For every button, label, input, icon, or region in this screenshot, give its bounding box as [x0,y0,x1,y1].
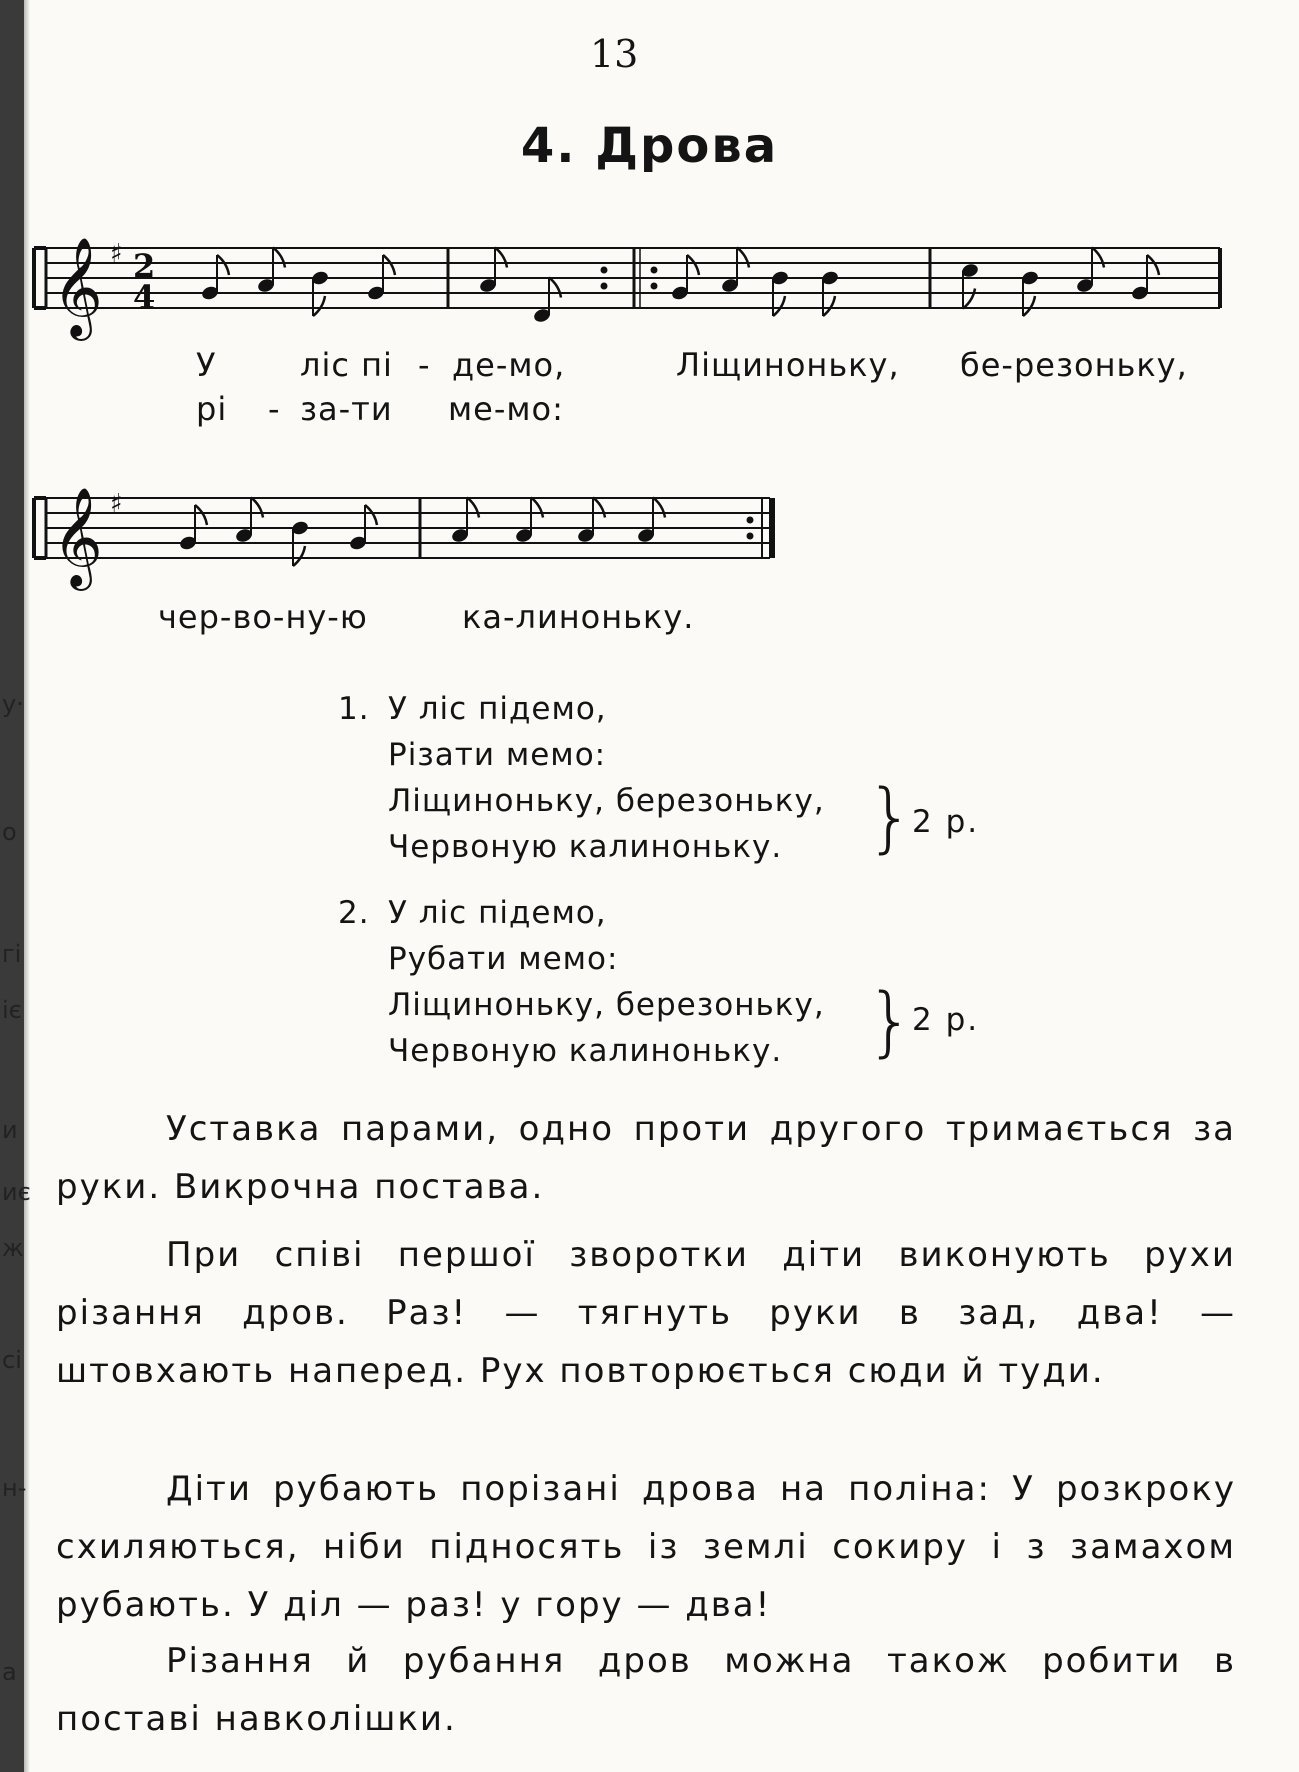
verse-line: Ліщиноньку, березоньку, [388,783,825,819]
lyric-syllable: де-мо, [452,346,566,384]
note-flag [823,296,835,316]
song-title: 4. Дрова [520,118,779,174]
music-staff-2 [30,470,790,590]
note-flag [963,289,975,309]
verse-number: 1. [338,691,370,727]
verse-line: Різати мемо: [388,737,607,773]
book-gutter [0,0,27,1772]
lyric-syllable: ліс пі [300,346,393,384]
instruction-paragraph [56,1226,1236,1400]
lyric-syllable: У [196,346,217,384]
time-signature-top: 2 [133,247,156,285]
staff-2-notes [178,498,665,567]
margin-fragment: н- [2,1474,27,1502]
margin-fragment: гі [2,940,22,968]
note-flag [773,296,785,316]
lyric-syllable: ме-мо: [448,390,564,428]
note-flag [653,498,665,518]
paragraph-text: Різання й рубання дров можна також робити в поставі навколішки. [56,1641,1236,1739]
lyric-syllable: бе-резоньку, [960,346,1188,384]
note-flag [593,498,605,518]
note-flag [531,498,543,518]
margin-fragment: и [2,1116,18,1144]
lyric-syllable: за-ти [300,390,393,428]
margin-fragment: а [2,1658,17,1686]
paragraph-text: Уставка парами, одно проти другого тримається за руки. Викрочна постава. [56,1109,1236,1207]
lyric-syllable: рі [196,390,228,428]
sharp-icon: ♯ [110,489,123,519]
time-signature-bottom: 4 [133,278,156,316]
note-flag [687,255,699,275]
verse-line: Червоную калиноньку. [388,1033,783,1069]
note-flag [383,255,395,275]
lyric-syllable: - [418,346,431,384]
verse-2 [338,890,825,1074]
verse-1 [338,686,825,870]
note-flag [195,505,207,525]
staff-1-notes [200,248,1159,324]
margin-fragment: сі [2,1346,22,1374]
repeat-brace: } [866,772,915,861]
repeat-brace: } [866,976,915,1065]
lyric-syllable: - [268,390,281,428]
note-flag [251,498,263,518]
note-flag [1147,255,1159,275]
note-flag [467,498,479,518]
lyric-syllable: ка-линоньку. [462,598,695,636]
margin-fragment: иє [2,1178,31,1206]
note-flag [273,248,285,268]
treble-clef-icon: 𝄞 [52,237,103,337]
note-flag [293,546,305,566]
sharp-icon: ♯ [110,239,123,269]
note-flag [365,505,377,525]
lyric-syllable: Ліщиноньку, [676,346,900,384]
margin-fragment: ж [2,1234,24,1262]
page-number: 13 [590,32,639,76]
verse-line: Ліщиноньку, березоньку, [388,987,825,1023]
paragraph-text: При співі першої зворотки діти виконують рухи різання дров. Раз! — тягнуть руки в зад, два! — штовхають наперед. Рух повторюється сюди й туди. [56,1235,1236,1391]
repeat-mark: 2 р. [912,804,980,840]
note-flag [1023,296,1035,316]
verse-line: Рубати мемо: [388,941,619,977]
lyric-syllable: чер-во-ну-ю [158,598,368,636]
note-flag [217,255,229,275]
verse-line: У ліс підемо, [388,895,607,931]
margin-fragment: іє [2,996,22,1024]
margin-fragment: о [2,818,17,846]
verse-line: Червоную калиноньку. [388,829,783,865]
instruction-paragraph [56,1460,1236,1634]
paragraph-text: Діти рубають порізані дрова на поліна: У розкроку схиляються, ніби підносять із землі сокиру і з замахом рубають. У діл — раз! у гору — два! [56,1469,1236,1625]
treble-clef-icon: 𝄞 [52,487,103,587]
note-flag [549,278,561,298]
margin-fragment: у· [2,690,24,718]
verse-line: У ліс підемо, [388,691,607,727]
note-flag [313,296,325,316]
instruction-paragraph [56,1100,1236,1216]
instruction-paragraph [56,1632,1236,1748]
repeat-mark: 2 р. [912,1002,980,1038]
note-flag [495,248,507,268]
music-staff-1 [30,220,1230,340]
verse-number: 2. [338,895,370,931]
note-flag [737,248,749,268]
note-flag [1092,248,1104,268]
